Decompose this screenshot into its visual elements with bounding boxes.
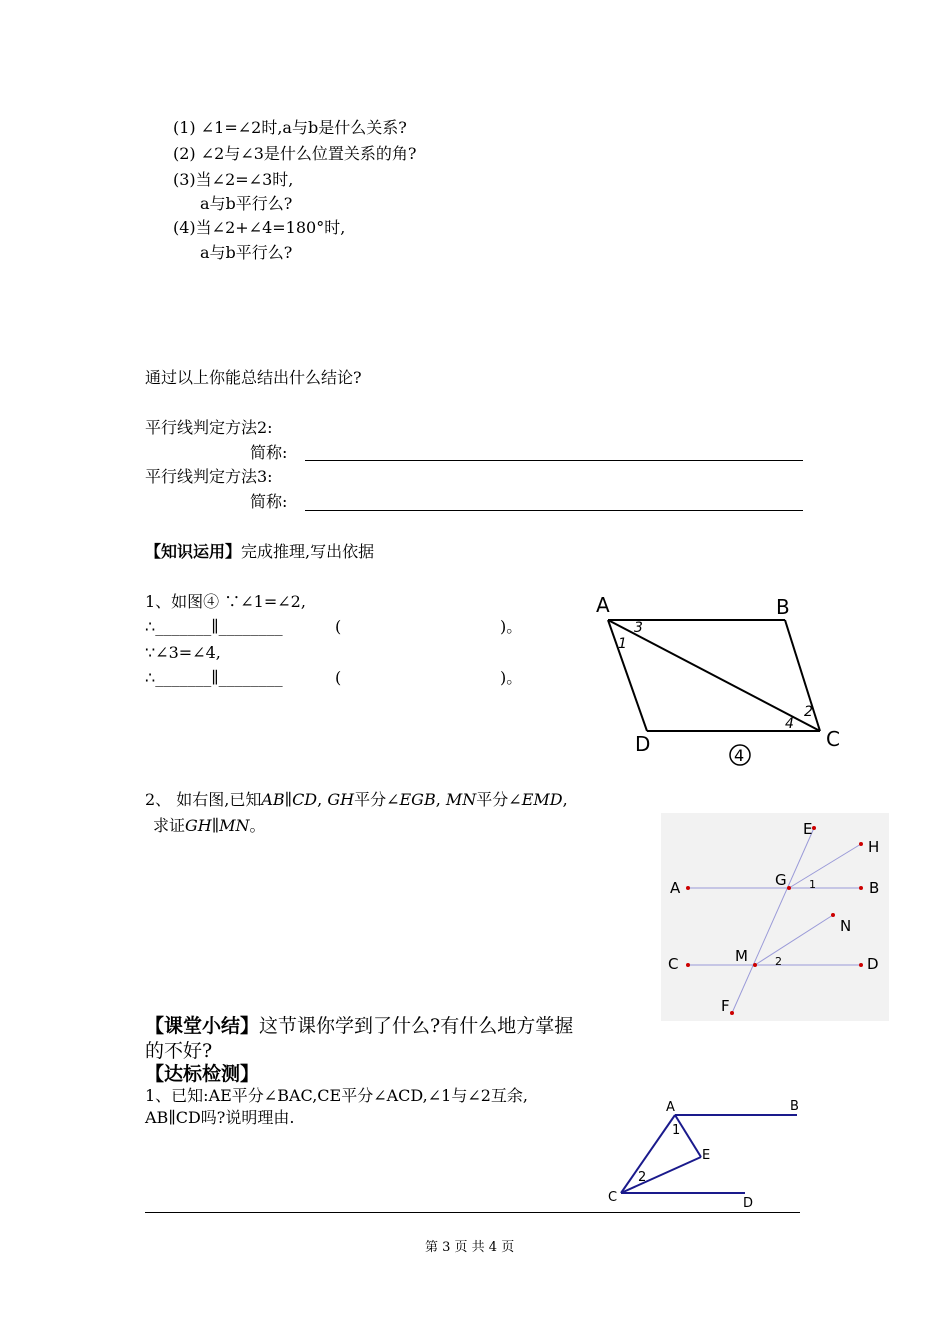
- point-a-dot: [686, 886, 690, 890]
- point-d-label: D: [635, 732, 651, 756]
- point-a-label: A: [666, 1100, 675, 1115]
- angle-1-label: 1: [672, 1123, 681, 1138]
- point-a-label: A: [670, 879, 681, 897]
- ex1-line2: [145, 617, 283, 637]
- point-n-dot: [831, 913, 835, 917]
- angle-1-label: 1: [618, 636, 627, 652]
- point-e-label: E: [702, 1148, 711, 1163]
- point-h-dot: [859, 842, 863, 846]
- test-line1: 1、已知:AE平分∠BAC,CE平分∠ACD,∠1与∠2互余,: [145, 1086, 529, 1105]
- question-2: (2) ∠2与∠3是什么位置关系的角?: [173, 144, 417, 163]
- question-4b: a与b平行么?: [200, 243, 293, 262]
- point-d-dot: [859, 963, 863, 967]
- point-b-label: B: [790, 1099, 799, 1114]
- figure-number: 4: [734, 746, 745, 765]
- point-d-label: D: [743, 1196, 754, 1211]
- test-heading: 【达标检测】: [145, 1063, 260, 1085]
- point-f-dot: [730, 1011, 734, 1015]
- point-h-label: H: [868, 838, 880, 856]
- ex2-given-parallel: AB∥CD: [261, 790, 318, 809]
- therefore-symbol: ∴: [145, 668, 156, 687]
- point-b-label: B: [776, 595, 790, 619]
- point-e-label: E: [803, 820, 813, 838]
- point-g-label: G: [775, 871, 787, 889]
- ex2-end: 。: [249, 816, 266, 835]
- method-2-short-label: 简称:: [250, 443, 288, 462]
- ex2-prove-label: 求证: [153, 816, 186, 835]
- ex1-blank-2[interactable]: ________: [218, 617, 283, 636]
- method-3-short-label: 简称:: [250, 492, 288, 511]
- parallel-symbol: ∥: [211, 668, 219, 687]
- point-a-label: A: [596, 593, 610, 617]
- conclusion-prompt: 通过以上你能总结出什么结论?: [145, 368, 362, 387]
- ex1-reason-close: )。: [500, 617, 523, 636]
- ex1-blank-3[interactable]: _______: [155, 668, 212, 687]
- point-b-dot: [859, 886, 863, 890]
- angle-2-label: 2: [775, 955, 782, 968]
- point-e-dot: [812, 826, 816, 830]
- point-d-label: D: [867, 955, 879, 973]
- ex1-blank-1[interactable]: _______: [155, 617, 212, 636]
- summary-text-2: 的不好?: [145, 1040, 213, 1062]
- method-2-label: 平行线判定方法2:: [145, 418, 273, 437]
- angle-3-label: 3: [634, 620, 643, 636]
- ex2-sep: ,: [317, 790, 323, 809]
- page-bottom-rule: [145, 1212, 800, 1213]
- point-c-label: C: [608, 1190, 618, 1205]
- ex2-given-mn: MN: [445, 790, 477, 809]
- angle-4-label: 4: [785, 716, 794, 732]
- ex2-given-gh: GH: [327, 790, 355, 809]
- ex2-prove: GH∥MN: [185, 816, 250, 835]
- page-footer: 第 3 页 共 4 页: [425, 1240, 515, 1255]
- point-m-label: M: [735, 947, 748, 965]
- ex2-given-egb: ∠EGB: [386, 790, 436, 809]
- question-3b: a与b平行么?: [200, 194, 293, 213]
- ex1-reason-open: (: [335, 617, 342, 636]
- knowledge-instruction: 完成推理,写出依据: [241, 542, 375, 561]
- angle-1-label: 1: [809, 878, 816, 891]
- point-c-label: C: [826, 727, 840, 751]
- question-3a: (3)当∠2=∠3时,: [173, 170, 294, 189]
- figure-3-diagram: [600, 1095, 810, 1210]
- therefore-symbol: ∴: [145, 617, 156, 636]
- ex2-line1: [145, 790, 568, 810]
- method-3-answer-line[interactable]: [305, 510, 803, 511]
- ex2-line2: [153, 816, 266, 836]
- point-m-dot: [753, 963, 757, 967]
- summary-heading: 【课堂小结】: [145, 1015, 260, 1037]
- point-f-label: F: [721, 997, 730, 1015]
- ex2-bisect-text: 平分: [354, 790, 387, 809]
- figure-4-parallelogram: [580, 588, 850, 778]
- ex1-line3: ∵∠3=∠4,: [145, 643, 221, 662]
- point-c-label: C: [668, 955, 679, 973]
- ex1-reason2-open: (: [335, 668, 342, 687]
- method-2-answer-line[interactable]: [305, 460, 803, 461]
- ex1-line1: 1、如图④ ∵∠1=∠2,: [145, 592, 306, 611]
- ex2-given-emd: ∠EMD: [508, 790, 563, 809]
- question-1: (1) ∠1=∠2时,a与b是什么关系?: [173, 118, 407, 137]
- question-4a: (4)当∠2+∠4=180°时,: [173, 218, 346, 237]
- method-3-label: 平行线判定方法3:: [145, 467, 273, 486]
- knowledge-section: [145, 542, 374, 562]
- knowledge-heading: 【知识运用】: [145, 542, 242, 561]
- ex1-blank-4[interactable]: ________: [218, 668, 283, 687]
- diagonal-ac: [608, 620, 820, 731]
- ex2-sep: ,: [562, 790, 568, 809]
- point-c-dot: [686, 963, 690, 967]
- ex1-reason2-close: )。: [500, 668, 523, 687]
- point-g-dot: [787, 886, 791, 890]
- summary-text-1: 这节课你学到了什么?有什么地方掌握: [259, 1015, 574, 1037]
- parallel-symbol: ∥: [211, 617, 219, 636]
- ex2-sep: ,: [435, 790, 441, 809]
- test-line2: AB∥CD吗?说明理由.: [145, 1108, 295, 1127]
- ex2-bisect-text: 平分: [476, 790, 509, 809]
- angle-2-label: 2: [804, 704, 813, 720]
- figure-2-diagram: [661, 813, 889, 1021]
- angle-2-label: 2: [638, 1170, 647, 1185]
- ex1-line4: [145, 668, 283, 688]
- point-n-label: N: [840, 917, 852, 935]
- point-b-label: B: [869, 879, 880, 897]
- ex2-prefix: 2、 如右图,已知: [145, 790, 262, 809]
- summary-line1: [145, 1014, 573, 1038]
